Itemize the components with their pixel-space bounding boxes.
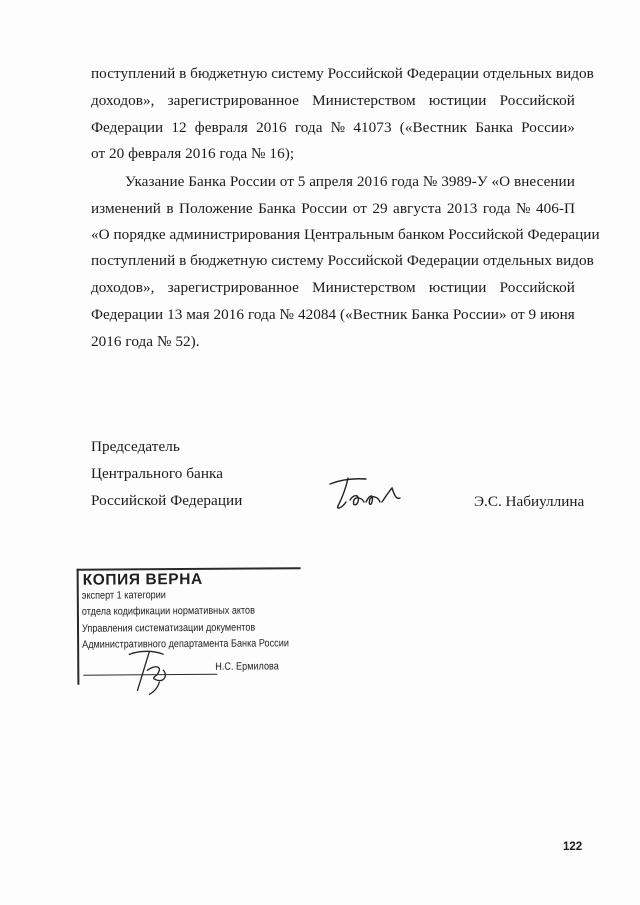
text-line: «О порядке администрирования Центральным банком Российской Федерации bbox=[91, 226, 600, 243]
stamp-line: эксперт 1 категории bbox=[81, 589, 166, 602]
stamp-line: Управления систематизации документов bbox=[81, 621, 256, 635]
text-line: доходов», зарегистрированное Министерством юстиции Российской bbox=[91, 92, 575, 109]
page-number: 122 bbox=[563, 841, 583, 853]
stamp-line: Административного департамента Банка России bbox=[82, 637, 289, 651]
stamp-title: КОПИЯ ВЕРНА bbox=[82, 570, 203, 589]
text-line: Указание Банка России от 5 апреля 2016 года № 3989-У «О внесении bbox=[125, 173, 575, 190]
text-line: от 20 февраля 2016 года № 16); bbox=[91, 145, 295, 162]
certified-copy-stamp bbox=[77, 567, 302, 685]
signer-title-line: Российской Федерации bbox=[91, 492, 243, 509]
signer-title-line: Центрального банка bbox=[91, 465, 223, 482]
stamp-name: Н.С. Ермилова bbox=[215, 660, 279, 673]
text-line: изменений в Положение Банка России от 29 августа 2013 года № 406-П bbox=[91, 200, 575, 217]
stamp-line: отдела кодификации нормативных актов bbox=[81, 604, 255, 618]
signer-name: Э.С. Набиуллина bbox=[474, 493, 585, 510]
handwritten-signature bbox=[318, 466, 418, 518]
text-line: Федерации 13 мая 2016 года № 42084 («Вестник Банка России» от 9 июня bbox=[91, 306, 575, 323]
text-line: поступлений в бюджетную систему Российской Федерации отдельных видов bbox=[91, 65, 594, 82]
text-line: поступлений в бюджетную систему Российской Федерации отдельных видов bbox=[91, 252, 594, 269]
text-line: доходов», зарегистрированное Министерством юстиции Российской bbox=[91, 279, 575, 296]
signer-title-line: Председатель bbox=[91, 438, 180, 455]
stamp-signature bbox=[123, 644, 189, 696]
text-line: 2016 года № 52). bbox=[91, 333, 200, 350]
text-line: Федерации 12 февраля 2016 года № 41073 («Вестник Банка России» bbox=[91, 119, 575, 136]
